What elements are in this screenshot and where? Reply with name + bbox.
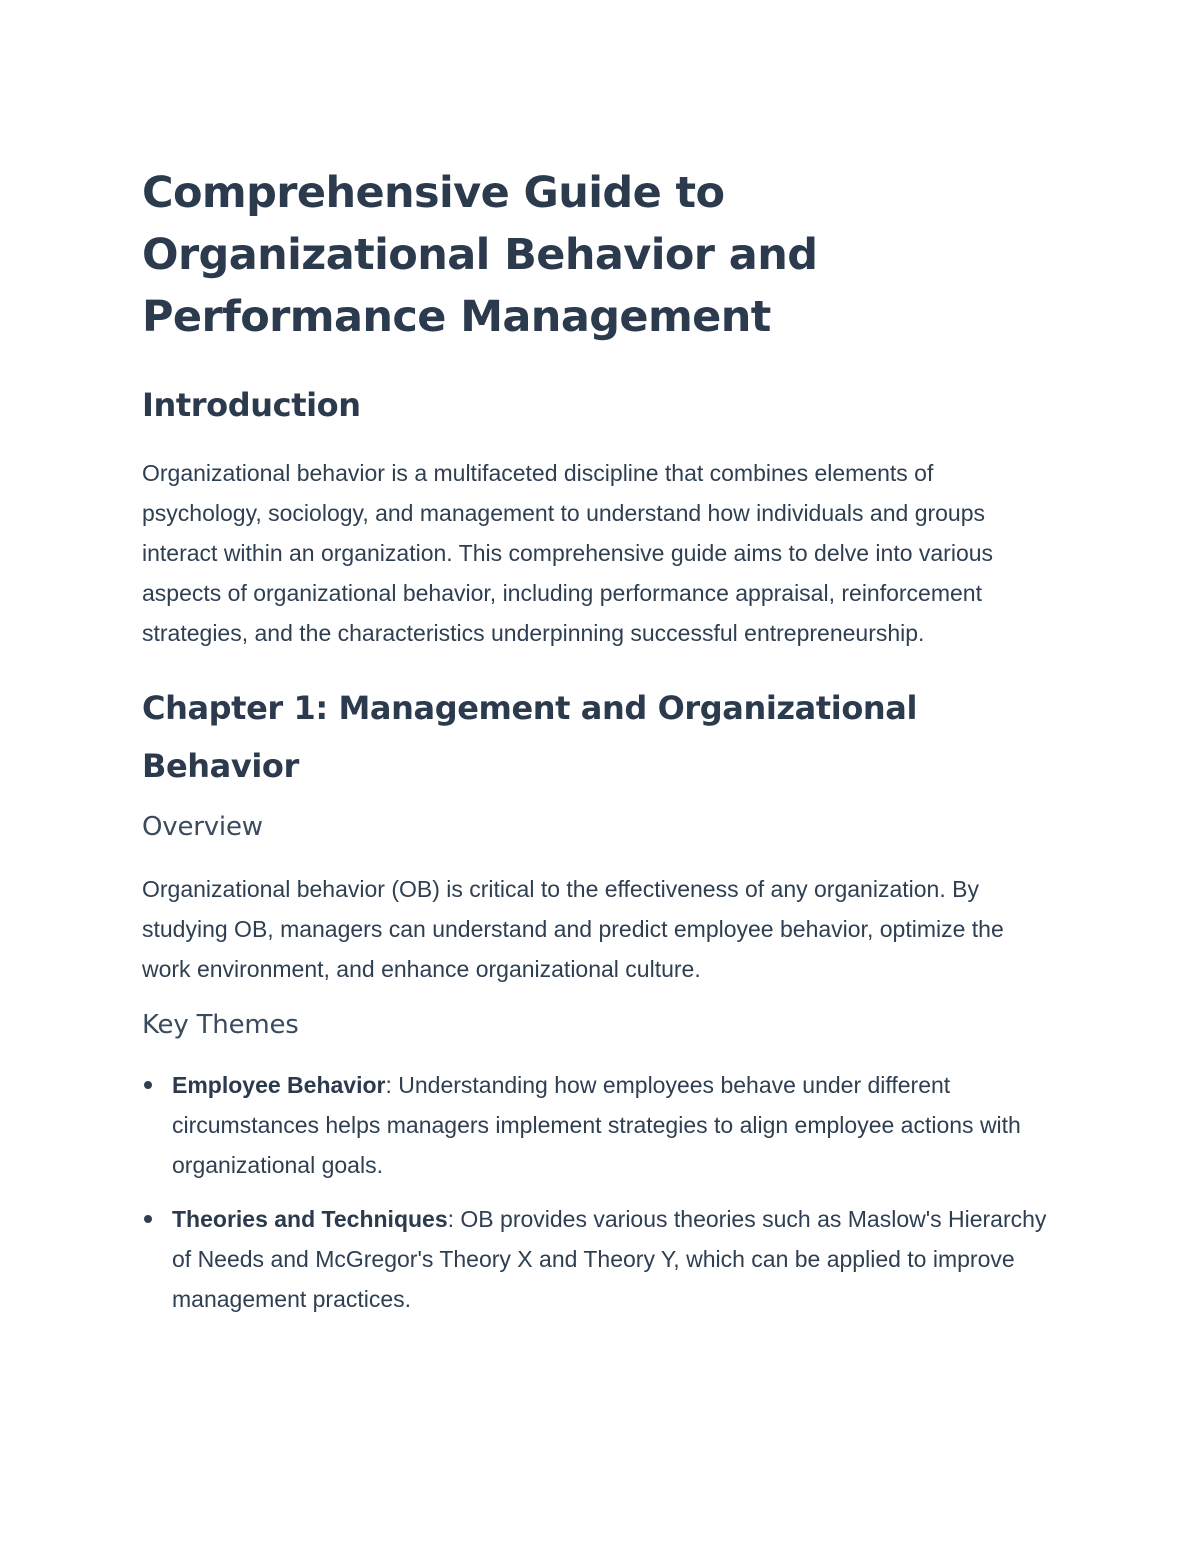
list-item-text: : OB provides various theories such as Maslow's Hierarchy of Needs and McGregor's Theory X and Theory Y, which can be applied to improve management practices. (172, 1206, 1047, 1312)
list-item (142, 1065, 1052, 1185)
introduction-paragraph: Organizational behavior is a multifaceted discipline that combines elements of psychology, sociology, and management to understand how individuals and groups interact within an organization. This comprehensive guide aims to delve into various aspects of organizational behavior, including performance appraisal, reinforcement strategies, and the characteristics underpinning successful entrepreneurship. (142, 460, 994, 646)
bullet-icon (144, 1081, 152, 1089)
list-item-text: : Understanding how employees behave under different circumstances helps managers implement strategies to align employee actions with organizational goals. (172, 1072, 1021, 1178)
overview-paragraph: Organizational behavior (OB) is critical to the effectiveness of any organization. By studying OB, managers can understand and predict employee behavior, optimize the work environment, and enhance organizational culture. (142, 876, 1004, 982)
list-item-term: Theories and Techniques (172, 1206, 448, 1232)
document-title: Comprehensive Guide to Organizational Behavior and Performance Management (142, 168, 818, 342)
overview-heading: Overview (142, 812, 263, 842)
introduction-heading: Introduction (142, 386, 361, 424)
list-item-term: Employee Behavior (172, 1072, 386, 1098)
key-themes-list (142, 1065, 1062, 1319)
list-item (142, 1199, 1052, 1319)
bullet-icon (144, 1215, 152, 1223)
chapter-1-heading: Chapter 1: Management and Organizational Behavior (142, 689, 918, 785)
document-page (142, 162, 1062, 1333)
key-themes-heading: Key Themes (142, 1010, 299, 1040)
